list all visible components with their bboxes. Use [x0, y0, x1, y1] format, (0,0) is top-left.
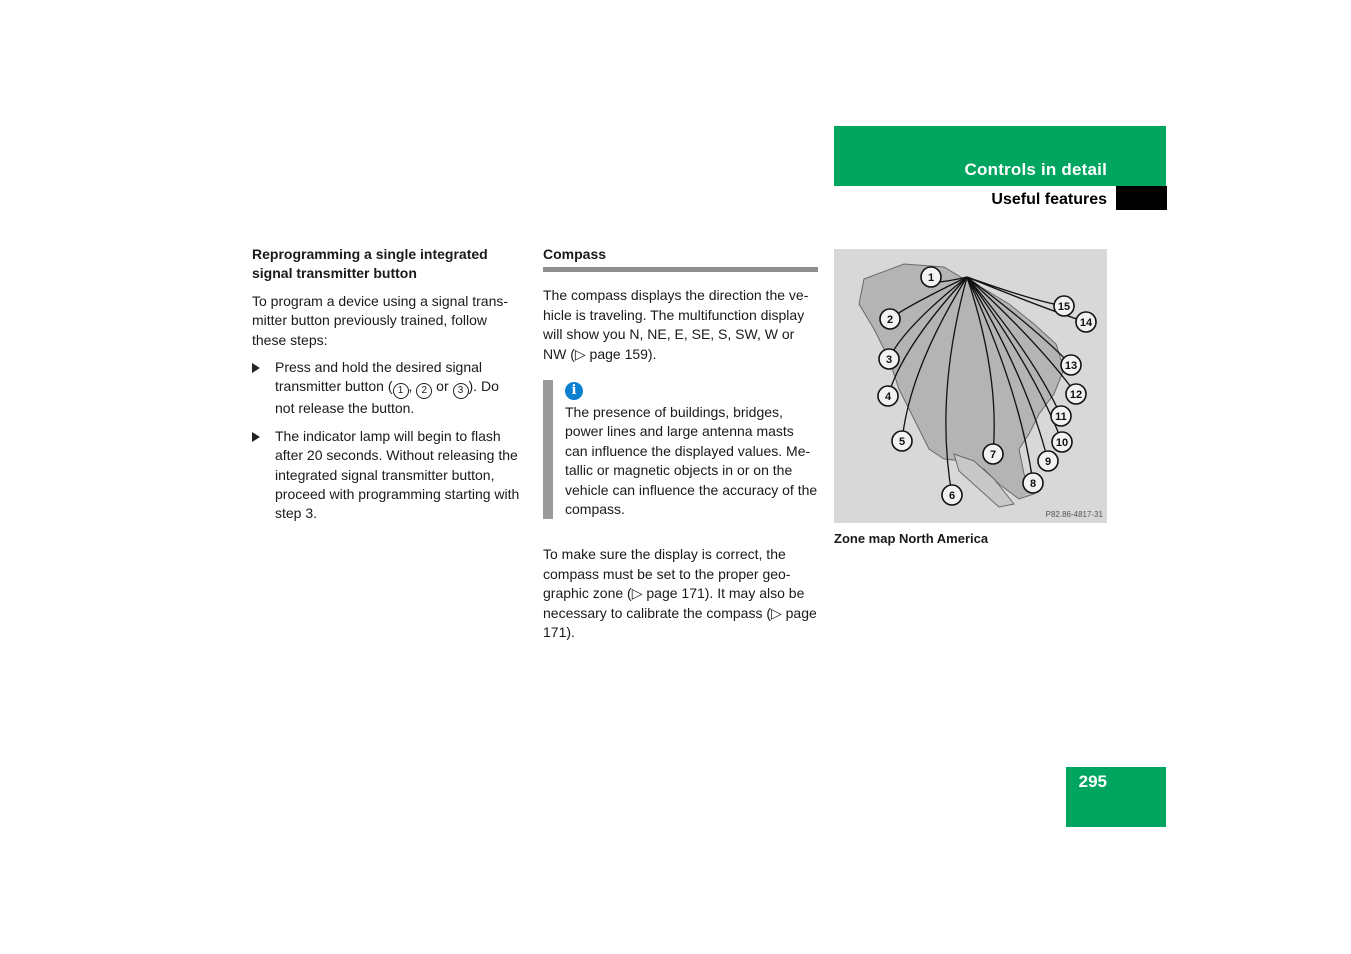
- zone-marker: [921, 267, 941, 287]
- step-item: [252, 427, 520, 524]
- circled-number: 2: [416, 383, 432, 399]
- info-icon: i: [565, 382, 583, 400]
- zone-marker-label: 11: [1055, 411, 1067, 423]
- circled-number: 3: [453, 383, 469, 399]
- zone-map-figure: [834, 249, 1107, 523]
- zone-marker-label: 10: [1055, 437, 1069, 449]
- zone-marker: [879, 349, 899, 369]
- zone-marker: [1023, 473, 1043, 493]
- section-tab-marker: [1116, 186, 1167, 210]
- step1-sep: or: [432, 378, 453, 395]
- zone-marker-label: 8: [1029, 478, 1037, 490]
- step1-sep: ,: [408, 378, 417, 395]
- step-item: [252, 358, 520, 419]
- zone-marker: [878, 386, 898, 406]
- zone-marker-label: 15: [1057, 301, 1071, 313]
- zone-marker: [1052, 432, 1072, 452]
- bullet-arrow-icon: [252, 432, 260, 442]
- zone-marker: [1066, 384, 1086, 404]
- chapter-title: Controls in detail: [964, 160, 1107, 179]
- compass-paragraph: The compass displays the direction the ve-hicle is traveling. The multifunction display will show you N, NE, E, SE, S, SW, W or NW (▷ page 159).: [543, 287, 809, 362]
- step1-text-b: ). Do not release the button.: [275, 378, 499, 417]
- zone-marker-label: 9: [1044, 456, 1052, 468]
- info-note: [543, 380, 818, 519]
- note-text: The presence of buildings, bridges, power lines and large antenna masts can influence the displayed values. Me-tallic or magnetic objects in or on the vehicle can influence the accuracy of the compass.: [565, 404, 818, 518]
- step1-text-a: Press and hold the desired signal transmitter button (: [275, 359, 483, 395]
- step2-text: The indicator lamp will begin to flash after 20 seconds. Without releasing the integrated signal transmitter button, proceed with programming starting with step 3.: [275, 427, 520, 522]
- zone-marker-label: 1: [927, 272, 935, 284]
- page-number: 295: [1078, 772, 1107, 791]
- bullet-arrow-icon: [252, 363, 260, 373]
- zone-marker-label: 13: [1064, 360, 1078, 372]
- zone-marker: [1038, 451, 1058, 471]
- zone-marker: [880, 309, 900, 329]
- compass-heading: Compass: [543, 246, 607, 262]
- zone-marker-label: 12: [1069, 389, 1083, 401]
- zone-marker-label: 14: [1079, 317, 1093, 329]
- zone-marker: [942, 485, 962, 505]
- zone-marker-label: 4: [884, 391, 892, 403]
- middle-column: [543, 245, 818, 651]
- section-title: Useful features: [991, 191, 1107, 208]
- zone-marker-label: 6: [948, 490, 956, 502]
- figure-code: P82.86-4817-31: [1045, 510, 1103, 519]
- left-column: [252, 245, 520, 532]
- zone-map-illustration: [834, 249, 1107, 523]
- reprogramming-heading: Reprogramming a single integrated signal transmitter button: [252, 246, 488, 282]
- zone-marker: [892, 431, 912, 451]
- figure-caption: Zone map North America: [834, 531, 989, 546]
- zone-marker: [1076, 312, 1096, 332]
- zone-marker: [983, 444, 1003, 464]
- zone-marker-label: 3: [885, 354, 893, 366]
- zone-marker-label: 7: [989, 449, 997, 461]
- zone-marker: [1051, 406, 1071, 426]
- zone-marker: [1054, 296, 1074, 316]
- compass-paragraph-2: To make sure the display is correct, the compass must be set to the proper geo-graphic zone (▷ page 171). It may also be necessary to calibrate the compass (▷ page 171).: [543, 546, 817, 641]
- zone-marker-label: 2: [886, 314, 894, 326]
- note-bar: [543, 380, 553, 519]
- reprogramming-intro: To program a device using a signal trans-mitter button previously trained, follow these steps:: [252, 292, 509, 348]
- heading-rule: [543, 267, 818, 272]
- zone-marker: [1061, 355, 1081, 375]
- circled-number: 1: [393, 383, 409, 399]
- zone-marker-label: 5: [898, 436, 906, 448]
